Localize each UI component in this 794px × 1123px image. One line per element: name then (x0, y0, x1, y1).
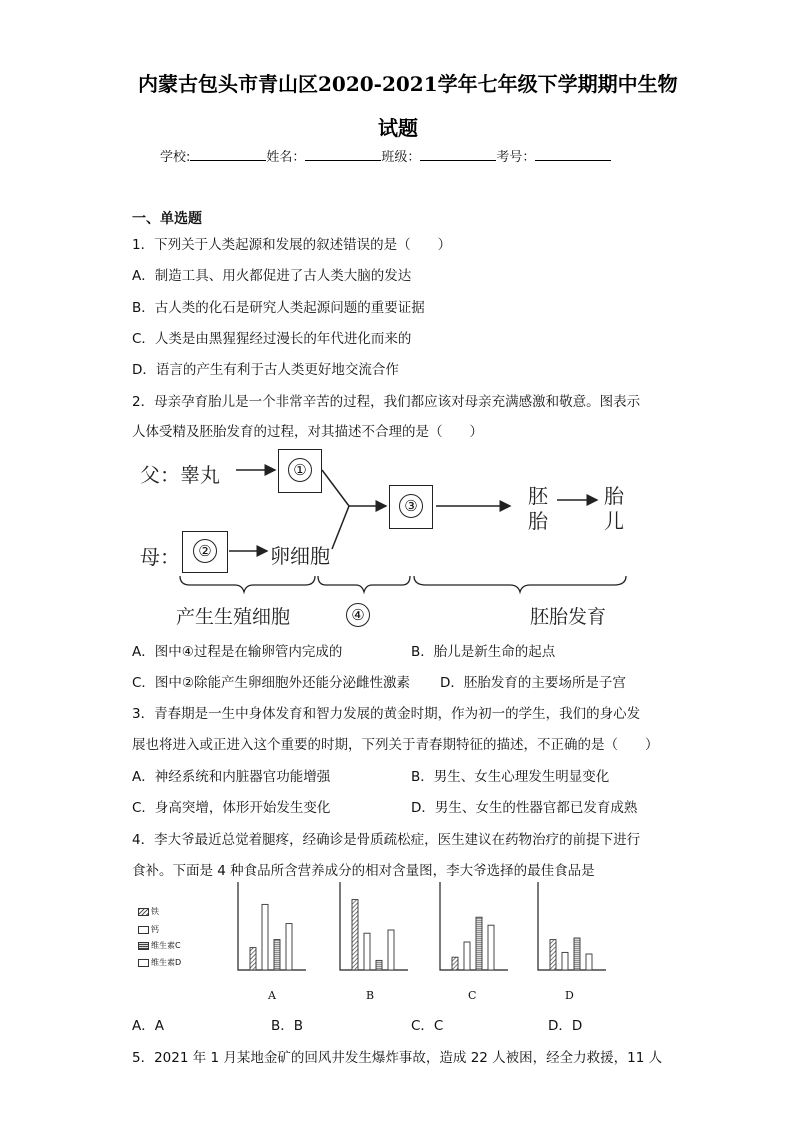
legend-iron-label: 铁 (151, 907, 159, 916)
chart-d-label: D (565, 989, 574, 1002)
bar-b-iron (352, 900, 358, 970)
bar-c-iron (452, 957, 458, 970)
legend-calcium-label: 钙 (151, 925, 159, 934)
chart-c-axes (440, 882, 508, 970)
chart-b-label: B (366, 989, 375, 1002)
q1-option-d[interactable]: D．语言的产生有利于古人类更好地交流合作 (132, 362, 399, 378)
bar-a-iron (250, 948, 256, 970)
q3-option-b[interactable]: B．男生、女生心理发生明显变化 (411, 769, 610, 785)
q1-stem: 1．下列关于人类起源和发展的叙述错误的是（ ） (132, 237, 452, 253)
bar-c-vitamin-c (476, 917, 482, 970)
bar-a-vitamin-c (274, 940, 280, 970)
label-1: ① (288, 458, 312, 482)
fetus-label-2: 儿 (604, 509, 624, 533)
bar-d-vitamin-c (574, 938, 580, 970)
q4-option-b[interactable]: B．B (271, 1018, 304, 1034)
chart-a-label: A (268, 989, 276, 1002)
section-heading: 一、单选题 (132, 211, 202, 227)
page-title: 内蒙古包头市青山区2020-2021学年七年级下学期期中生物 (138, 72, 678, 96)
fetus-label-1: 胎 (604, 484, 624, 508)
chart-a-axes (238, 882, 306, 970)
q4-option-d[interactable]: D．D (548, 1018, 583, 1034)
chart-d (538, 882, 606, 970)
bar-d-vitamin-d (586, 954, 592, 970)
stage-embryo-development-label: 胚胎发育 (530, 606, 607, 628)
label-3: ③ (399, 494, 423, 518)
bar-b-calcium (364, 933, 370, 970)
embryo-label-2: 胎 (528, 509, 548, 533)
q3-option-d[interactable]: D．男生、女生的性器官都已发育成熟 (411, 800, 638, 816)
q2-option-b[interactable]: B．胎儿是新生命的起点 (411, 644, 556, 660)
bar-d-calcium (562, 952, 568, 970)
chart-b-axes (340, 882, 408, 970)
stage-fertilization-label: ④ (346, 603, 370, 627)
q2-option-a[interactable]: A．图中④过程是在输卵管内完成的 (132, 644, 343, 660)
page-title-line2: 试题 (378, 116, 418, 140)
bar-b-vitamin-c (376, 960, 382, 970)
school-label: 学校: (160, 150, 191, 165)
label-2: ② (193, 539, 217, 563)
q1-option-a[interactable]: A．制造工具、用火都促进了古人类大脑的发达 (132, 268, 412, 284)
q4-stem-line1: 4．李大爷最近总觉着腿疼，经确诊是骨质疏松症，医生建议在药物治疗的前提下进行 (132, 832, 641, 848)
bar-c-calcium (464, 942, 470, 970)
q2-stem-line1: 2．母亲孕育胎儿是一个非常辛苦的过程，我们都应该对母亲充满感激和敬意。图表示 (132, 394, 641, 410)
class-label: 班级： (381, 150, 421, 165)
q4-option-a[interactable]: A．A (132, 1018, 164, 1034)
stage-gamete-label: 产生生殖细胞 (176, 606, 291, 628)
bar-a-vitamin-d (286, 924, 292, 970)
bar-b-vitamin-d (388, 930, 394, 970)
chart-c-label: C (468, 989, 477, 1002)
egg-cell-label: 卵细胞 (270, 544, 330, 568)
q2-stem-line2: 人体受精及胚胎发育的过程，对其描述不合理的是（ ） (132, 424, 483, 440)
q4-option-c[interactable]: C．C (411, 1018, 444, 1034)
chart-c (440, 882, 508, 970)
q3-stem-line2: 展也将进入或正进入这个重要的时期，下列关于青春期特征的描述，不正确的是（ ） (132, 737, 659, 753)
q2-option-d[interactable]: D．胚胎发育的主要场所是子宫 (440, 675, 626, 691)
bar-c-vitamin-d (488, 925, 494, 970)
chart-b (340, 882, 408, 970)
mother-label: 母： (140, 545, 180, 569)
q4-stem-line2: 食补。下面是 4 种食品所含营养成分的相对含量图，李大爷选择的最佳食品是 (132, 863, 595, 879)
legend-vitamin-d-label: 维生素D (151, 958, 182, 967)
number-label: 考号： (496, 150, 536, 165)
q3-stem-line1: 3．青春期是一生中身体发育和智力发展的黄金时期，作为初一的学生，我们的身心发 (132, 706, 641, 722)
chart-d-axes (538, 882, 606, 970)
legend-vitamin-c-label: 维生素C (151, 941, 181, 950)
q5-stem-line1: 5．2021 年 1 月某地金矿的回风井发生爆炸事故，造成 22 人被困，经全力救援，11 人 (132, 1050, 663, 1066)
embryo-label-1: 胚 (528, 484, 548, 508)
q3-option-c[interactable]: C．身高突增，体形开始发生变化 (132, 800, 331, 816)
name-label: 姓名： (266, 150, 306, 165)
bar-d-iron (550, 940, 556, 970)
q3-option-a[interactable]: A．神经系统和内脏器官功能增强 (132, 769, 331, 785)
q2-option-c[interactable]: C．图中②除能产生卵细胞外还能分泌雌性激素 (132, 675, 411, 691)
q1-option-c[interactable]: C．人类是由黑猩猩经过漫长的年代进化而来的 (132, 331, 412, 347)
q1-option-b[interactable]: B．古人类的化石是研究人类起源问题的重要证据 (132, 300, 425, 316)
father-label: 父：睾丸 (140, 463, 220, 487)
bar-a-calcium (262, 904, 268, 970)
chart-a (238, 882, 306, 970)
